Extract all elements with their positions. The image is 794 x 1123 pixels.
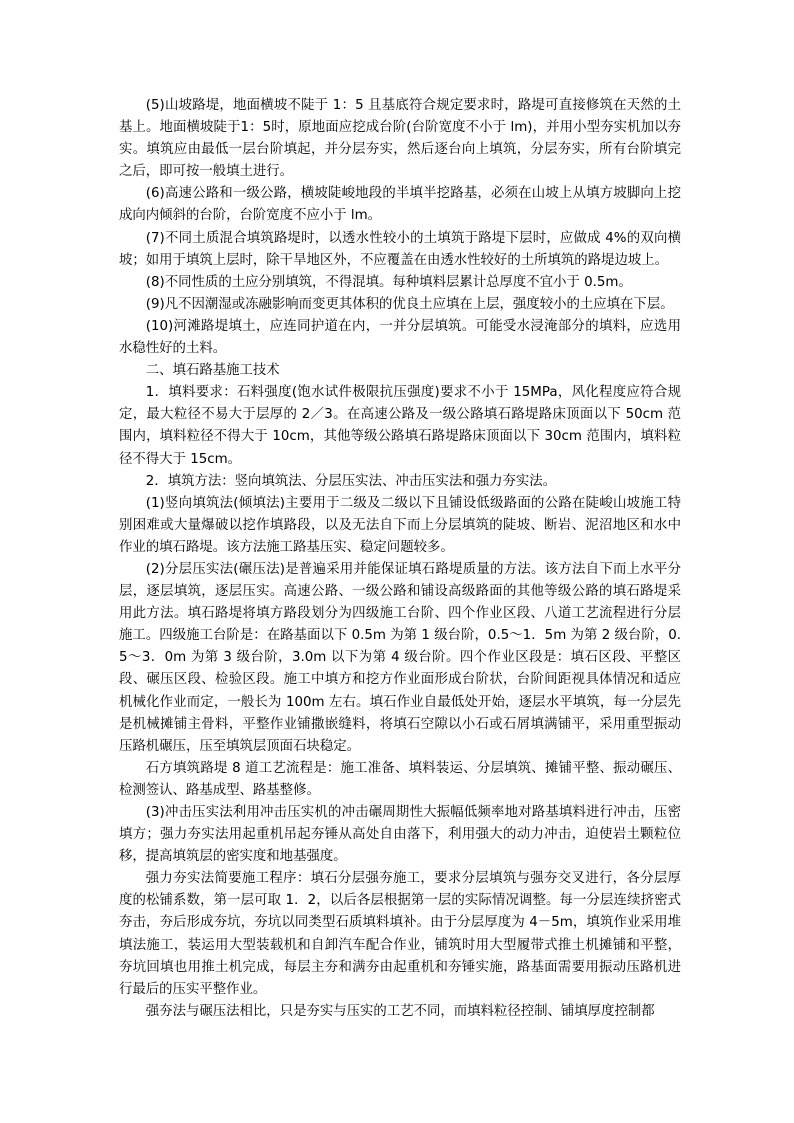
paragraph-fill-methods: 2．填筑方法：竖向填筑法、分层压实法、冲击压实法和强力夯实法。 bbox=[145, 473, 557, 489]
paragraph-half-fill-half-cut: (6)高速公路和一级公路，横坡陡峻地段的半填半挖路基，必须在山坡上从填方坡脚向上挖成向内倾斜的台阶，台阶宽度不应小于 lm。 bbox=[119, 186, 681, 224]
paragraph-impact-compaction: (3)冲击压实法利用冲击压实机的冲击碾周期性大振幅低频率地对路基填料进行冲击，压密填方；强力夯实法用起重机吊起夯锤从高处自由落下，利用强大的动力冲击，迫使岩土颗粒位移，提高填筑层的密实度和地基强度。 bbox=[119, 805, 681, 865]
paragraph-upper-layer-soil: (9)凡不因潮湿或冻融影响而变更其体积的优良土应填在上层，强度较小的土应填在下层。 bbox=[145, 296, 674, 312]
paragraph-fill-requirements: 1．填料要求：石料强度(饱水试件极限抗压强度)要求不小于 15MPa，风化程度应符合规定，最大粒径不易大于层厚的 2／3。在高速公路及一级公路填石路堤路床顶面以下 50cm 范围内，填料粒径不得大于 10cm，其他等级公路填石路堤路床顶面以下 30cm 范围内，填料粒径不得大于 15cm。 bbox=[119, 385, 681, 467]
paragraph-mixed-soil-fill: (7)不同土质混合填筑路堤时，以透水性较小的土填筑于路堤下层时，应做成 4%的双向横坡；如用于填筑上层时，除干旱地区外，不应覆盖在由透水性较好的土所填筑的路堤边坡上。 bbox=[119, 230, 681, 268]
paragraph-eight-process-steps: 石方填筑路堤 8 道工艺流程是：施工准备、填料装运、分层填筑、摊铺平整、振动碾压、检测签认、路基成型、路基整修。 bbox=[119, 760, 681, 798]
paragraph-layered-compaction-method: (2)分层压实法(碾压法)是普遍采用并能保证填石路堤质量的方法。该方法自下而上水平分层，逐层填筑，逐层压实。高速公路、一级公路和铺设高级路面的其他等级公路的填石路堤采用此方法。填石路堤将填方路段划分为四级施工台阶、四个作业区段、八道工艺流程进行分层施工。四级施工台阶是：在路基面以下 0.5m 为第 1 级台阶，0.5～1．5m 为第 2 级台阶，0.5～3．0m 为第 3 级台阶，3.0m 以下为第 4 级台阶。四个作业区段是：填石区段、平整区段、碾压区段、检验区段。施工中填方和挖方作业面形成台阶状，台阶间距视具体情况和适应机械化作业而定，一般长为 100m 左右。填石作业自最低处开始，逐层水平填筑，每一分层先是机械摊铺主骨料，平整作业铺撒嵌缝料，将填石空隙以小石或石屑填满铺平，采用重型振动压路机碾压，压至填筑层顶面石块稳定。 bbox=[119, 561, 681, 754]
paragraph-separate-fill: (8)不同性质的土应分别填筑，不得混填。每种填料层累计总厚度不宜小于 0.5m。 bbox=[145, 274, 632, 290]
section-heading-rock-fill: 二、填石路基施工技术 bbox=[145, 363, 280, 379]
paragraph-dynamic-vs-rolling: 强夯法与碾压法相比，只是夯实与压实的工艺不同，而填料粒径控制、铺填厚度控制都 bbox=[145, 1003, 655, 1019]
paragraph-dynamic-compaction-procedure: 强力夯实法简要施工程序：填石分层强夯施工，要求分层填筑与强夯交叉进行，各分层厚度的松铺系数，第一层可取 1．2，以后各层根据第一层的实际情况调整。每一分层连续挤密式夯击，夯后形成夯坑，夯坑以同类型石质填料填补。由于分层厚度为 4－5m，填筑作业采用堆填法施工，装运用大型装载机和自卸汽车配合作业，铺筑时用大型履带式推土机摊铺和平整，夯坑回填也用推土机完成，每层主夯和满夯由起重机和夯锤实施，路基面需要用振动压路机进行最后的压实平整作业。 bbox=[119, 871, 681, 997]
document-page bbox=[119, 95, 681, 1023]
paragraph-river-beach-fill: (10)河滩路堤填土，应连同护道在内，一并分层填筑。可能受水浸淹部分的填料，应选用水稳性好的土料。 bbox=[119, 318, 681, 357]
paragraph-slope-embankment: (5)山坡路堤，地面横坡不陡于 1：5 且基底符合规定要求时，路堤可直接修筑在天然的土基上。地面横坡陡于1：5时，原地面应挖成台阶(台阶宽度不小于 lm)，并用小型夯实机加以夯实。填筑应由最低一层台阶填起，并分层夯实，然后逐台向上填筑，分层夯实，所有台阶填完之后，即可按一般填土进行。 bbox=[119, 98, 681, 180]
paragraph-vertical-fill-method: (1)竖向填筑法(倾填法)主要用于二级及二级以下且铺设低级路面的公路在陡峻山坡施工特别困难或大量爆破以挖作填路段，以及无法自下而上分层填筑的陡坡、断岩、泥沼地区和水中作业的填石路堤。该方法施工路基压实、稳定问题较多。 bbox=[119, 495, 681, 555]
